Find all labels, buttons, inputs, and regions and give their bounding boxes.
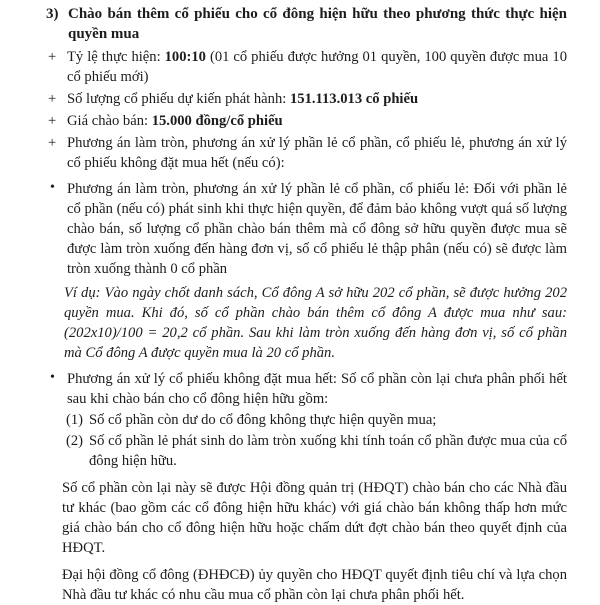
paragraph-text: Số cổ phần còn lại này sẽ được Hội đồng quản trị (HĐQT) chào bán cho các Nhà đầu tư khác (bao gồm các cổ đông hiện hữu khác) với giá chào bán không thấp hơn mức giá chào bán cho cổ đông hiện hữu hoặc chấm dứt đợt chào bán theo quyết định của HĐQT. [62, 480, 567, 556]
bullet-marker: • [50, 370, 55, 385]
sub-item-label: (1) [66, 412, 84, 428]
plus-marker: + [48, 49, 57, 65]
sub-item-label: (2) [66, 433, 84, 449]
item-text-prefix: Phương án làm tròn, phương án xử lý phần lẻ cổ phần, cổ phiếu lẻ, phương án xử lý cổ phiếu không đặt mua hết (nếu có): [67, 135, 567, 171]
item-text-bold: 100:10 [164, 49, 206, 65]
plus-marker: + [48, 113, 57, 129]
sub-item-text: Số cổ phần còn dư do cổ đông không thực hiện quyền mua; [89, 412, 437, 428]
item-text-prefix: Tỷ lệ thực hiện: [67, 49, 165, 65]
list-item-quantity [0, 89, 567, 109]
bullet-marker: • [50, 180, 55, 195]
sub-item-2 [0, 431, 567, 471]
example-paragraph [64, 283, 567, 363]
item-text-prefix: Giá chào bán: [67, 113, 152, 129]
item-text-bold: 151.113.013 cổ phiếu [289, 91, 419, 107]
bullet-item-unsold [0, 369, 567, 409]
paragraph-text: Đại hội đồng cổ đông (ĐHĐCĐ) ủy quyền cho HĐQT quyết định tiêu chí và lựa chọn Nhà đầu tư khác có nhu cầu mua cổ phần còn lại chưa phân phối hết. [62, 567, 567, 603]
example-text: Ví dụ: Vào ngày chốt danh sách, Cổ đông A sở hữu 202 cổ phần, sẽ được hưởng 202 quyền mua. Khi đó, số cổ phần chào bán thêm cổ đông A được mua như sau: (202x10)/100 = 20,2 cổ phần. Sau khi làm tròn xuống đến hàng đơn vị, số cổ phần mà Cổ đông A được quyền mua là 20 cổ phần. [64, 285, 567, 361]
bullet-text: Phương án xử lý cổ phiếu không đặt mua hết: Số cổ phần còn lại chưa phân phối hết sau khi chào bán cho cổ đông hiện hữu gồm: [67, 371, 567, 407]
bullet-item-rounding [0, 179, 567, 279]
sub-item-1 [0, 410, 567, 430]
list-item-ratio [0, 47, 567, 87]
paragraph-hdqt [62, 478, 567, 558]
item-text-suffix: (01 cổ phiếu được hưởng 01 quyền, 100 quyền được mua 10 cổ phiếu mới) [67, 49, 567, 85]
section-heading [0, 4, 567, 44]
plus-marker: + [48, 91, 57, 107]
plus-marker: + [48, 135, 57, 151]
item-text-prefix: Số lượng cổ phiếu dự kiến phát hành: [67, 91, 290, 107]
section-number: 3) [46, 6, 59, 22]
bullet-text: Phương án làm tròn, phương án xử lý phần lẻ cổ phần, cổ phiếu lẻ: Đối với phần lẻ cổ phần (nếu có) phát sinh khi thực hiện quyền, để đảm bảo không vượt quá số lượng chào bán, số lượng cổ phần chào bán thêm mà cổ đông sở hữu quyền được mua sẽ được làm tròn xuống đến hàng đơn vị, số cổ phiếu lẻ thập phân (nếu có) sẽ được làm tròn xuống thành 0 cổ phần [67, 181, 567, 277]
list-item-price [0, 111, 567, 131]
section-title: Chào bán thêm cổ phiếu cho cổ đông hiện hữu theo phương thức thực hiện quyền mua [68, 6, 567, 42]
list-item-rounding-plan [0, 133, 567, 173]
paragraph-dhdcd [62, 565, 567, 605]
sub-item-text: Số cổ phần lẻ phát sinh do làm tròn xuống khi tính toán cổ phần được mua của cổ đông hiện hữu. [89, 433, 567, 469]
item-text-bold: 15.000 đồng/cổ phiếu [151, 113, 283, 129]
